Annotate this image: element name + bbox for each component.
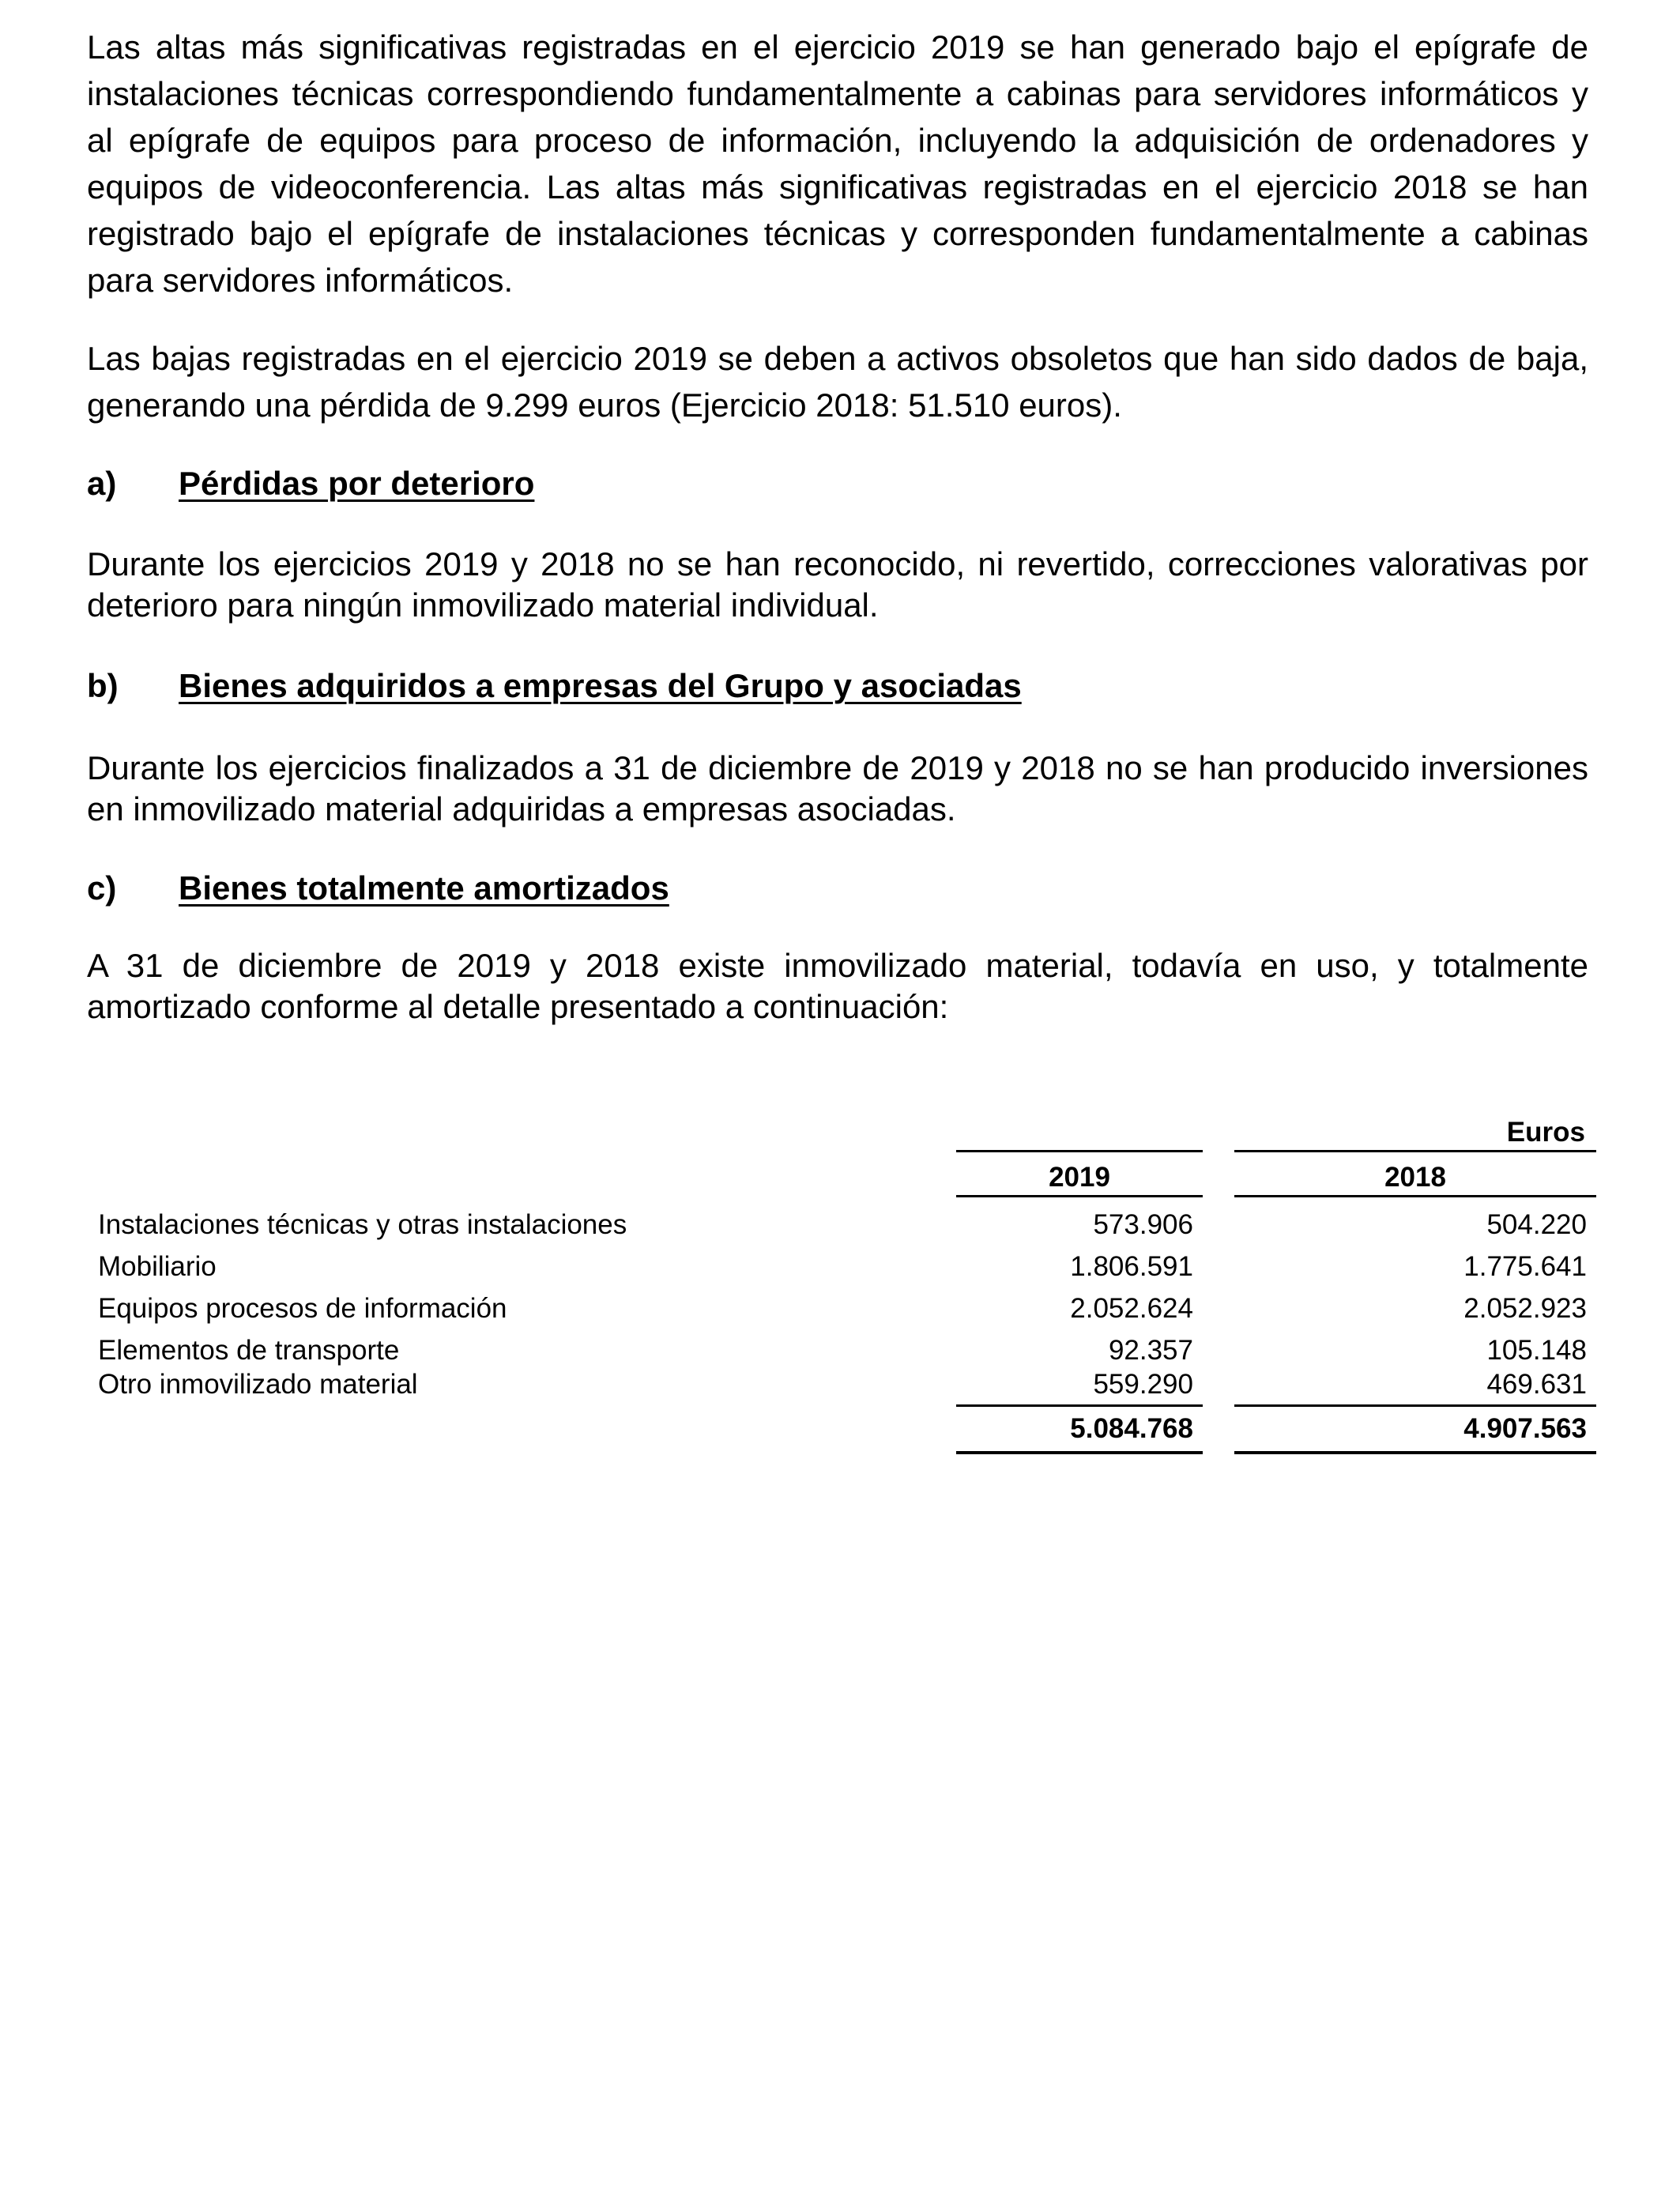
total-rule-bottom [956,1451,1203,1454]
row-value-2018: 105.148 [1486,1335,1587,1366]
heading-title: Pérdidas por deterioro [179,465,535,502]
total-rule-top [956,1404,1203,1407]
row-value-2019: 573.906 [1093,1209,1193,1240]
paragraph-altas: Las altas más significativas registradas en el ejercicio 2019 se han generado bajo el epígrafe de instalaciones técnicas correspondiendo fundamentalmente a cabinas para servidores informáticos y al epígrafe de equipos para proceso de información, incluyendo la adquisición de ordenadores y equipos de videoconferencia. Las altas más significativas registradas en el ejercicio 2018 se han registrado bajo el epígrafe de instalaciones técnicas y corresponden fundamentalmente a cabinas para servidores informáticos. [87,28,1588,299]
row-label: Instalaciones técnicas y otras instalaciones [98,1209,627,1240]
row-label: Mobiliario [98,1251,217,1282]
table-row [87,1363,1596,1405]
heading-letter: a) [87,465,117,502]
row-value-2019: 559.290 [1093,1369,1193,1400]
table-unit-label: Euros [1506,1117,1585,1148]
row-label: Otro inmovilizado material [98,1369,418,1400]
row-value-2018: 504.220 [1486,1209,1587,1240]
row-value-2018: 469.631 [1486,1369,1587,1400]
total-rule-bottom [1234,1451,1596,1454]
row-value-2018: 1.775.641 [1463,1251,1587,1282]
paragraph-bajas: Las bajas registradas en el ejercicio 2019 se deben a activos obsoletos que han sido dados de baja, generando una pérdida de 9.299 euros (Ejercicio 2018: 51.510 euros). [87,340,1588,424]
column-header-2019: 2019 [956,1150,1203,1200]
row-value-2019: 92.357 [1108,1335,1193,1366]
heading-letter: c) [87,869,117,907]
total-value-2019: 5.084.768 [1070,1413,1193,1444]
paragraph-amortizados: A 31 de diciembre de 2019 y 2018 existe inmovilizado material, todavía en uso, y totalmente amortizado conforme al detalle presentado a continuación: [87,947,1588,1025]
total-rule-top [1234,1404,1596,1407]
table-row [87,1246,1596,1287]
column-header-2018: 2018 [1234,1150,1596,1200]
heading-letter: b) [87,667,119,704]
paragraph-deterioro: Durante los ejercicios 2019 y 2018 no se han reconocido, ni revertido, correcciones valorativas por deterioro para ningún inmovilizado material individual. [87,545,1588,624]
row-label: Elementos de transporte [98,1335,400,1366]
total-value-2018: 4.907.563 [1463,1413,1587,1444]
row-value-2019: 2.052.624 [1070,1293,1193,1324]
row-value-2019: 1.806.591 [1070,1251,1193,1282]
header-rule [956,1195,1203,1197]
heading-title: Bienes adquiridos a empresas del Grupo y asociadas [179,667,1022,704]
header-rule [1234,1195,1596,1197]
table-total-row [87,1408,1596,1449]
paragraph-grupo: Durante los ejercicios finalizados a 31 de diciembre de 2019 y 2018 no se han producido inversiones en inmovilizado material adquiridas a empresas asociadas. [87,749,1588,827]
table-row [87,1204,1596,1246]
row-label: Equipos procesos de información [98,1293,507,1324]
heading-title: Bienes totalmente amortizados [179,869,669,907]
table-row [87,1287,1596,1329]
row-value-2018: 2.052.923 [1463,1293,1587,1324]
